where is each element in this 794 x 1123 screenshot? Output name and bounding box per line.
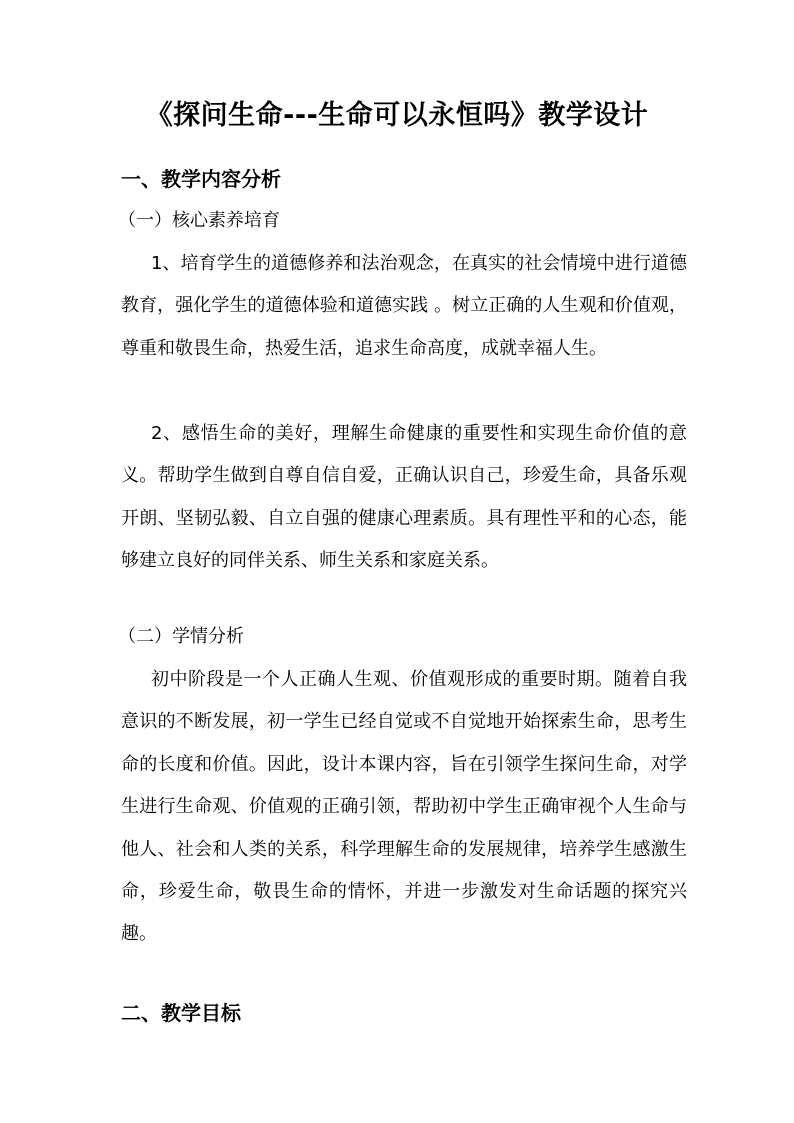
paragraph-learner-analysis: 初中阶段是一个人正确人生观、价值观形成的重要时期。随着自我意识的不断发展，初一学生已经自觉或不自觉地开始探索生命，思考生命的长度和价值。因此，设计本课内容，旨在引领学生探问生命，对学生进行生命观、价值观的正确引领，帮助初中学生正确审视个人生命与他人、社会和人类的关系，科学理解生命的发展规律，培养学生感激生命，珍爱生命，敬畏生命的情怀，并进一步激发对生命话题的探究兴趣。 <box>121 669 687 945</box>
paragraph-core-literacy-2: 2、感悟生命的美好，理解生命健康的重要性和实现生命价值的意义。帮助学生做到自尊自信自爱，正确认识自己，珍爱生命，具备乐观开朗、坚韧弘毅、自立自强的健康心理素质。具有理性平和的心态，能够建立良好的同伴关系、师生关系和家庭关系。 <box>121 423 687 572</box>
subsection-heading-learner-analysis: （二）学情分析 <box>118 626 244 647</box>
section-heading-content-analysis: 一、教学内容分析 <box>121 167 281 191</box>
subsection-heading-core-literacy: （一）核心素养培育 <box>118 210 280 231</box>
document-title: 《探问生命---生命可以永恒吗》教学设计 <box>145 100 649 131</box>
section-heading-teaching-goals: 二、教学目标 <box>121 1001 241 1025</box>
paragraph-core-literacy-1: 1、培育学生的道德修养和法治观念，在真实的社会情境中进行道德教育，强化学生的道德体验和道德实践 。树立正确的人生观和价值观，尊重和敬畏生命，热爱生活，追求生命高度，成就幸福人生。 <box>121 253 687 359</box>
